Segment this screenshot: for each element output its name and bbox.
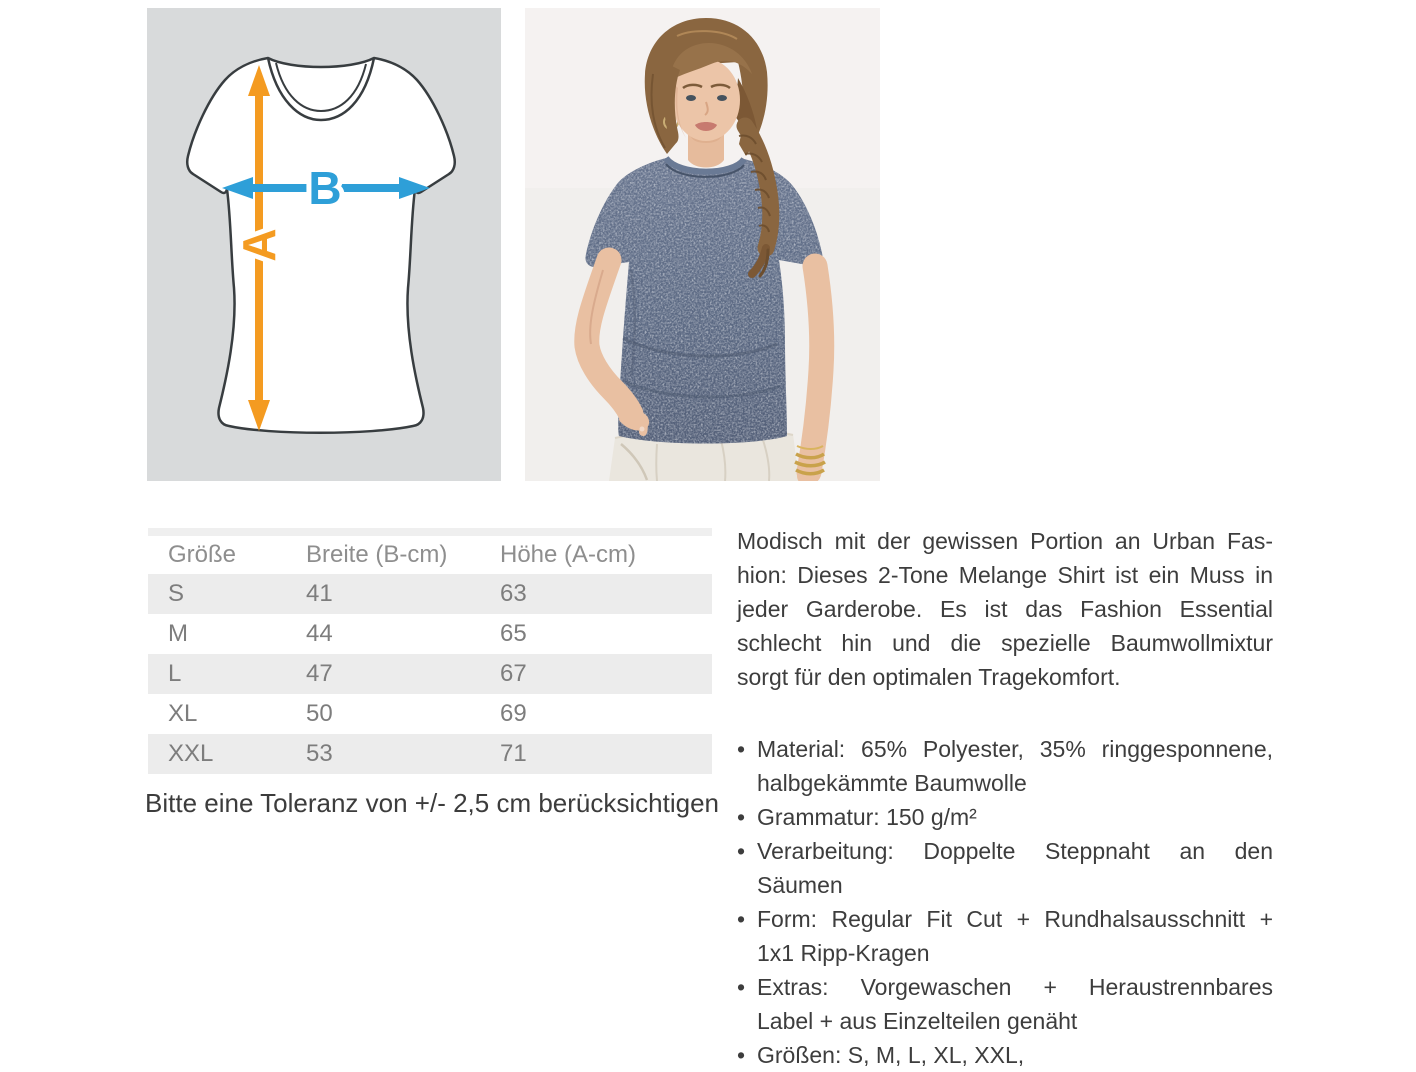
column-header-breite: Breite (B-cm) (306, 541, 448, 568)
tshirt-outline (187, 58, 455, 433)
tolerance-note: Bitte eine Toleranz von +/- 2,5 cm berücksichtigen (145, 788, 719, 818)
breite-cell: 41 (306, 580, 333, 607)
bullet-marker: • (737, 838, 746, 864)
size-cell: XL (168, 700, 198, 727)
arrow-label-a: A (233, 228, 285, 262)
feature-line: Säumen (757, 872, 843, 898)
feature-line: Form: Regular Fit Cut + Rundhalsausschnitt + (757, 906, 1273, 932)
size-cell: L (168, 660, 182, 687)
feature-line: Label + aus Einzelteilen genäht (757, 1008, 1078, 1034)
bullet-marker: • (737, 1042, 746, 1068)
bullet-marker: • (737, 736, 746, 762)
table-row-xl (148, 694, 712, 734)
feature-line: Grammatur: 150 g/m² (757, 804, 977, 830)
size-cell: XXL (168, 740, 214, 767)
table-row-xxl (148, 734, 712, 774)
feature-line: halbgekämmte Baumwolle (757, 770, 1027, 796)
paragraph-line: sorgt für den optimalen Tragekomfort. (737, 664, 1121, 690)
product-feature-list (737, 732, 1273, 1072)
description-paragraph (737, 524, 1273, 694)
paragraph-line: Modisch mit der gewissen Portion an Urban Fas- (737, 528, 1273, 554)
feature-item-form (737, 902, 1273, 970)
product-description (737, 524, 1273, 1072)
model-photo (525, 8, 880, 481)
table-row-l (148, 654, 712, 694)
hoehe-cell: 63 (500, 580, 527, 607)
hoehe-cell: 71 (500, 740, 527, 767)
size-table-header-row (148, 536, 712, 574)
column-header-groesse: Größe (168, 541, 237, 568)
breite-cell: 50 (306, 700, 333, 727)
feature-item-extras (737, 970, 1273, 1038)
breite-cell: 53 (306, 740, 333, 767)
feature-line: Material: 65% Polyester, 35% ringgesponnene, (757, 736, 1273, 762)
size-diagram-panel (147, 8, 501, 481)
hoehe-cell: 65 (500, 620, 527, 647)
eye (717, 95, 727, 101)
bullet-marker: • (737, 974, 746, 1000)
feature-item-groessen (737, 1038, 1273, 1072)
bullet-marker: • (737, 906, 746, 932)
size-table (148, 528, 712, 774)
feature-line: Verarbeitung: Doppelte Steppnaht an den (757, 838, 1273, 864)
bullet-marker: • (737, 804, 746, 830)
table-row-m (148, 614, 712, 654)
breite-cell: 44 (306, 620, 333, 647)
eye (686, 95, 696, 101)
column-header-hoehe: Höhe (A-cm) (500, 541, 637, 568)
feature-item-material (737, 732, 1273, 800)
hoehe-cell: 67 (500, 660, 527, 687)
hoehe-cell: 69 (500, 700, 527, 727)
size-cell: S (168, 580, 185, 607)
paragraph-line: hion: Dieses 2-Tone Melange Shirt ist ein Muss in (737, 562, 1273, 588)
size-cell: M (168, 620, 188, 647)
feature-line: Größen: S, M, L, XL, XXL, (757, 1042, 1025, 1068)
paragraph-line: schlecht hin und die spezielle Baumwollmixtur (737, 630, 1273, 656)
tshirt-measurement-diagram (147, 8, 501, 481)
paragraph-line: jeder Garderobe. Es ist das Fashion Essential (737, 596, 1273, 622)
feature-line: 1x1 Ripp-Kragen (757, 940, 930, 966)
breite-cell: 47 (306, 660, 333, 687)
thumbnail (640, 427, 645, 432)
feature-item-verarbeitung (737, 834, 1273, 902)
feature-line: Extras: Vorgewaschen + Heraustrennbares (757, 974, 1273, 1000)
table-row-s (148, 574, 712, 614)
model-photo-illustration (525, 8, 880, 481)
feature-item-grammatur (737, 800, 1273, 834)
arrow-label-b: B (308, 162, 342, 214)
